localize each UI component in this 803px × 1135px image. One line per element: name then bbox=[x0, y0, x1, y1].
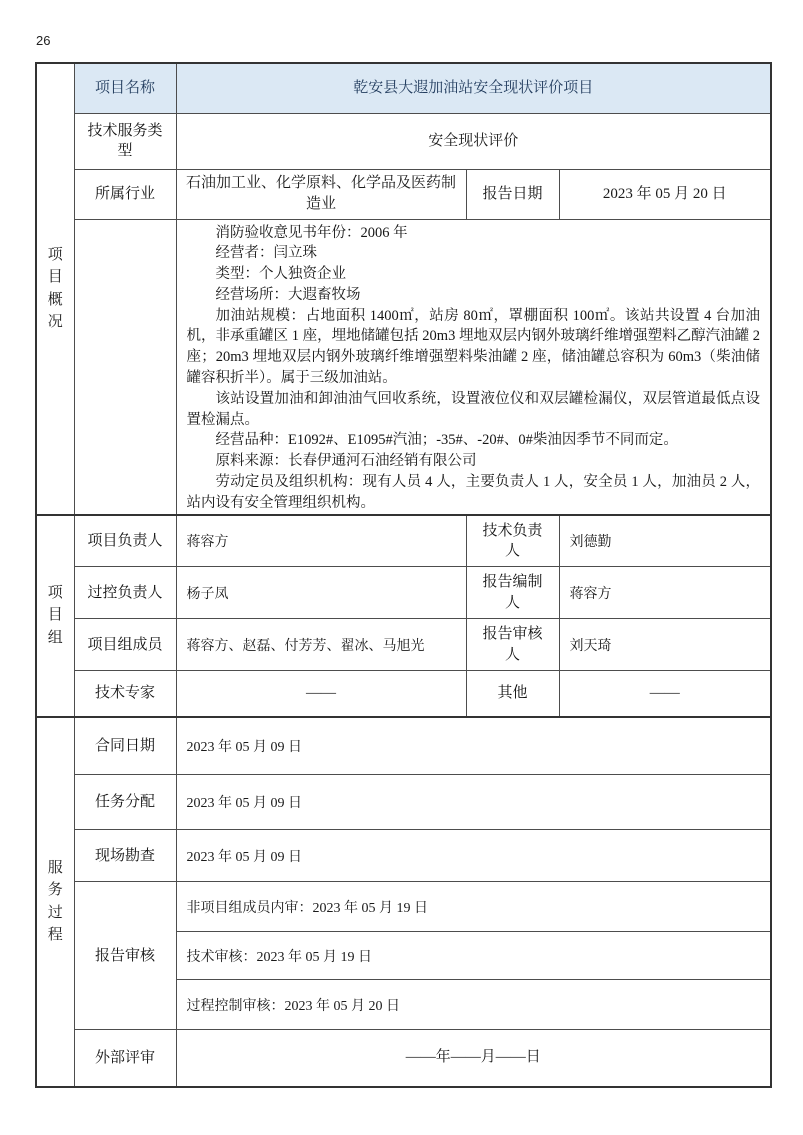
overview-paragraph-4: 经营场所：大遐畜牧场 bbox=[215, 286, 361, 303]
task-assignment-label: 任务分配 bbox=[74, 775, 176, 830]
contract-date-label: 合同日期 bbox=[74, 717, 176, 775]
report-reviewer-value: 刘天琦 bbox=[559, 619, 771, 671]
group-label-overview: 项目概况 bbox=[47, 246, 63, 331]
industry-label: 所属行业 bbox=[74, 169, 176, 219]
tech-expert-label: 技术专家 bbox=[74, 671, 176, 717]
project-leader-label: 项目负责人 bbox=[74, 515, 176, 567]
overview-paragraph-7: 经营品种：E1092#、E1095#汽油；-35#、-20#、0#柴油因季节不同而定。 bbox=[215, 432, 678, 449]
report-compiler-value: 蒋容方 bbox=[559, 567, 771, 619]
overview-content-cell bbox=[176, 219, 771, 515]
project-leader-value: 蒋容方 bbox=[176, 515, 466, 567]
group-label-team: 项目组 bbox=[47, 584, 63, 646]
report-review-label: 报告审核 bbox=[74, 882, 176, 1030]
project-info-table bbox=[35, 62, 772, 1088]
process-control-leader-label: 过控负责人 bbox=[74, 567, 176, 619]
overview-paragraph-1: 消防验收意见书年份：2006 年 bbox=[215, 224, 408, 241]
overview-paragraph-9: 劳动定员及组织机构：现有人员 4 人，主要负责人 1 人，安全员 1 人，加油员 2 人，站内设有安全管理组织机构。 bbox=[186, 474, 761, 511]
tech-leader-value: 刘德勤 bbox=[559, 515, 771, 567]
external-review-label: 外部评审 bbox=[74, 1030, 176, 1087]
group-label-process: 服务过程 bbox=[47, 859, 63, 944]
overview-spacer-cell bbox=[74, 219, 176, 515]
report-reviewer-label: 报告审核人 bbox=[466, 619, 559, 671]
overview-paragraph-8: 原料来源：长春伊通河石油经销有限公司 bbox=[215, 453, 477, 470]
process-control-review-value: 过程控制审核：2023 年 05 月 20 日 bbox=[176, 980, 771, 1030]
service-type-value: 安全现状评价 bbox=[176, 113, 771, 169]
overview-paragraph-6: 该站设置加油和卸油油气回收系统，设置液位仪和双层罐检漏仪，双层管道最低点设置检漏点。 bbox=[186, 390, 761, 428]
group-cell-process bbox=[36, 717, 74, 1087]
overview-paragraph-2: 经营者：闫立珠 bbox=[215, 245, 317, 262]
tech-expert-value: —— bbox=[176, 671, 466, 717]
group-cell-overview bbox=[36, 63, 74, 515]
external-review-value: ——年——月——日 bbox=[176, 1030, 771, 1087]
industry-value: 石油加工业、化学原料、化学品及医药制造业 bbox=[176, 169, 466, 219]
team-members-label: 项目组成员 bbox=[74, 619, 176, 671]
page-number: 26 bbox=[36, 33, 51, 48]
task-assignment-value: 2023 年 05 月 09 日 bbox=[176, 775, 771, 830]
team-members-value: 蒋容方、赵磊、付芳芳、翟冰、马旭光 bbox=[176, 619, 466, 671]
report-date-label: 报告日期 bbox=[466, 169, 559, 219]
other-label: 其他 bbox=[466, 671, 559, 717]
contract-date-value: 2023 年 05 月 09 日 bbox=[176, 717, 771, 775]
site-survey-value: 2023 年 05 月 09 日 bbox=[176, 830, 771, 882]
project-name-value: 乾安县大遐加油站安全现状评价项目 bbox=[176, 63, 771, 113]
tech-leader-label: 技术负责人 bbox=[466, 515, 559, 567]
overview-paragraph-5: 加油站规模：占地面积 1400㎡，站房 80㎡，罩棚面积 100㎡。该站共设置 4 台加油机，非承重罐区 1 座，埋地储罐包括 20m3 埋地双层内钢外玻璃纤维增强塑料乙醇汽油罐 2 座；20m3 埋地双层内钢外玻璃纤维增强塑料柴油罐 2 座，储油罐总容积为 60m3（柴油储罐容积折半）。属于三级加油站。 bbox=[186, 307, 761, 387]
process-control-leader-value: 杨子凤 bbox=[176, 567, 466, 619]
project-name-label: 项目名称 bbox=[74, 63, 176, 113]
service-type-label: 技术服务类型 bbox=[74, 113, 176, 169]
overview-paragraph-3: 类型：个人独资企业 bbox=[215, 266, 346, 283]
report-date-value: 2023 年 05 月 20 日 bbox=[559, 169, 771, 219]
technical-review-value: 技术审核：2023 年 05 月 19 日 bbox=[176, 932, 771, 980]
site-survey-label: 现场勘查 bbox=[74, 830, 176, 882]
other-value: —— bbox=[559, 671, 771, 717]
group-cell-team bbox=[36, 515, 74, 717]
internal-review-value: 非项目组成员内审：2023 年 05 月 19 日 bbox=[176, 882, 771, 932]
report-compiler-label: 报告编制人 bbox=[466, 567, 559, 619]
